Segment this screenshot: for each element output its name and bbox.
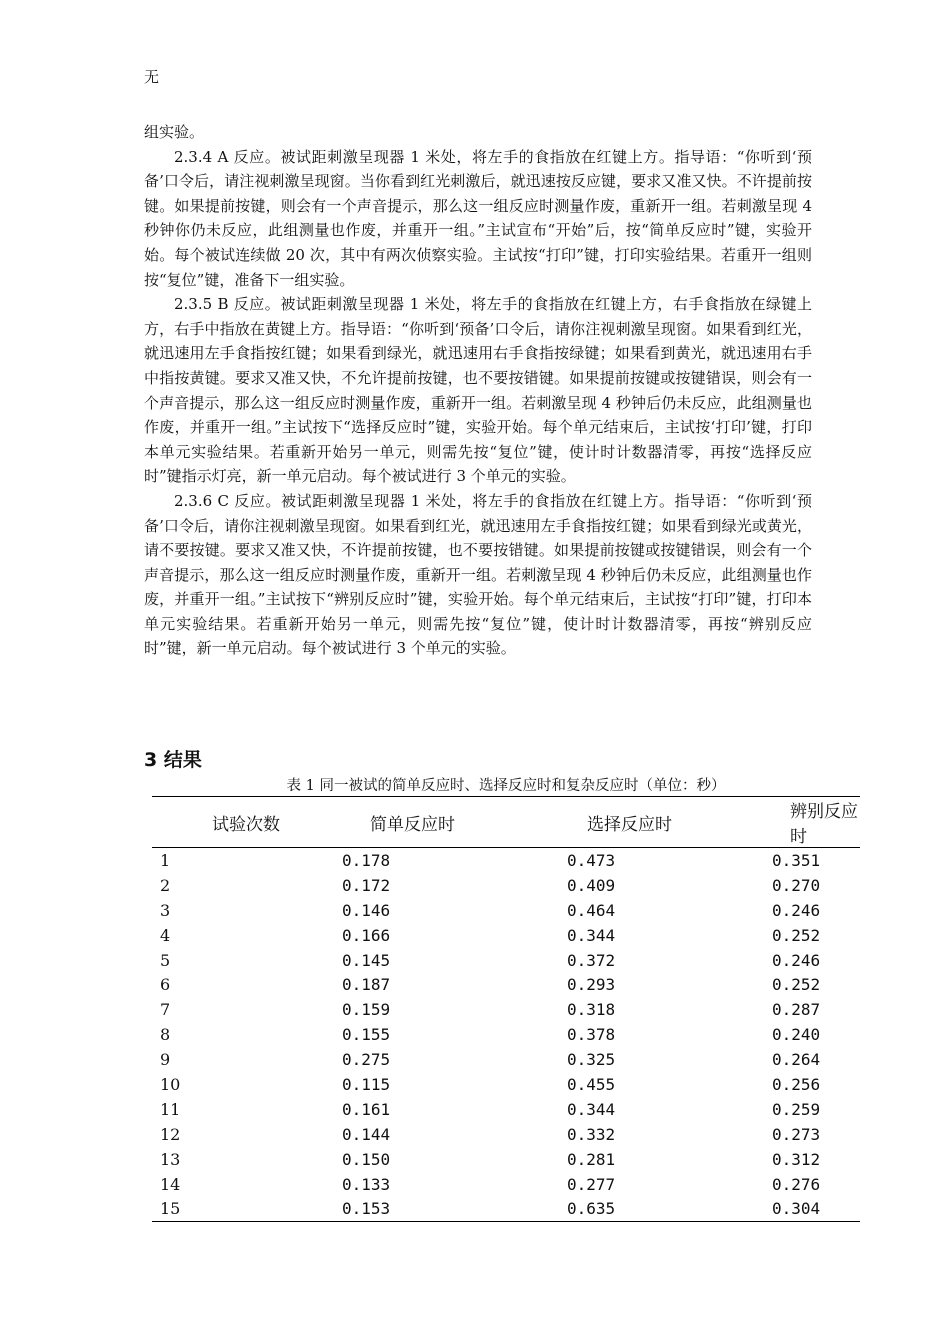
table-cell: 9 [160, 1050, 171, 1070]
paragraph-continuation: 组实验。 [144, 123, 205, 141]
table-row [152, 1196, 860, 1221]
table-cell: 0.276 [772, 1174, 821, 1194]
table-cell: 8 [160, 1025, 171, 1045]
table-cell: 6 [160, 975, 171, 995]
table-cell: 4 [160, 925, 171, 945]
table-cell: 1 [160, 850, 171, 870]
table-cell: 0.246 [772, 950, 821, 970]
table-cell: 0.153 [342, 1199, 391, 1219]
table-row [152, 948, 860, 973]
table-cell: 0.270 [772, 875, 821, 895]
table-cell: 0.115 [342, 1074, 391, 1094]
column-header: 辨别反应时 [790, 802, 858, 847]
table-body [152, 848, 860, 1222]
table-row [152, 972, 860, 997]
table-cell: 0.150 [342, 1149, 391, 1169]
table-cell: 11 [160, 1099, 181, 1119]
table-cell: 0.159 [342, 1000, 391, 1020]
table-cell: 2 [160, 875, 171, 895]
table-cell: 0.264 [772, 1050, 821, 1070]
table-cell: 0.325 [567, 1050, 616, 1070]
table-cell: 0.187 [342, 975, 391, 995]
table-cell: 0.635 [567, 1199, 616, 1219]
table-cell: 0.178 [342, 850, 391, 870]
column-header: 选择反应时 [587, 814, 672, 835]
table-cell: 0.318 [567, 1000, 616, 1020]
table-row [152, 1097, 860, 1122]
table-cell: 0.293 [567, 975, 616, 995]
table-cell: 0.246 [772, 900, 821, 920]
table-cell: 0.144 [342, 1124, 391, 1144]
table-cell: 0.146 [342, 900, 391, 920]
table-cell: 12 [160, 1124, 181, 1144]
table-cell: 13 [160, 1149, 181, 1169]
table-row [152, 1122, 860, 1147]
table-cell: 0.240 [772, 1025, 821, 1045]
table-cell: 3 [160, 900, 171, 920]
table-cell: 0.273 [772, 1124, 821, 1144]
table-cell: 0.312 [772, 1149, 821, 1169]
table-cell: 0.281 [567, 1149, 616, 1169]
paragraph-b-reaction: 2.3.5 B 反应。被试距刺激呈现器 1 米处，将左手的食指放在红键上方，右手食指放在绿键上方，右手中指放在黄键上方。指导语：“你听到‘预备’口令后，请你注视刺激呈现窗。如果看到红光，就迅速用左手食指按红键；如果看到绿光，就迅速用右手食指按绿键；如果看到黄光，就迅速用右手中指按黄键。要求又准又快，不允许提前按键，也不要按错键。如果提前按键或按键错误，则会有一个声音提示，那么这一组反应时测量作废，重新开一组。若刺激呈现 4 秒钟后仍未反应，此组测量也作废，并重开一组。”主试按下“选择反应时”键，实验开始。每个单元结束后，主试按‘打印’键，打印本单元实验结果。若重新开始另一单元，则需先按“复位”键，使计时计数器清零，再按“选择反应时”键指示灯亮，新一单元启动。每个被试进行 3 个单元的实验。 [144, 295, 812, 486]
paragraph-c-reaction: 2.3.6 C 反应。被试距刺激呈现器 1 米处，将左手的食指放在红键上方。指导语：“你听到‘预备’口令后，请你注视刺激呈现窗。如果看到红光，就迅速用左手食指按红键；如果看到绿光或黄光，请不要按键。要求又准又快，不许提前按键，也不要按错键。如果提前按键或按键错误，则会有一个声音提示，那么这一组反应时测量作废，重新开一组。若刺激呈现 4 秒钟后仍未反应，此组测量也作废，并重开一组。”主试按下“辨别反应时”键，实验开始。每个单元结束后，主试按“打印”键，打印本单元实验结果。若重新开始另一单元，则需先按“复位”键，使计时计数器清零，再按“辨别反应时”键，新一单元启动。每个被试进行 3 个单元的实验。 [144, 491, 812, 658]
table-cell: 0.455 [567, 1074, 616, 1094]
table-cell: 0.161 [342, 1099, 391, 1119]
table-row [152, 1147, 860, 1172]
table-row [152, 848, 860, 873]
table-cell: 0.166 [342, 925, 391, 945]
table-cell: 0.344 [567, 925, 616, 945]
table-cell: 0.409 [567, 875, 616, 895]
table-cell: 0.304 [772, 1199, 821, 1219]
table-row [152, 1072, 860, 1097]
table-cell: 0.332 [567, 1124, 616, 1144]
column-header: 简单反应时 [370, 814, 455, 835]
table-cell: 0.464 [567, 900, 616, 920]
body-text [144, 120, 812, 661]
table-row [152, 1022, 860, 1047]
table-cell: 0.256 [772, 1074, 821, 1094]
table-cell: 0.372 [567, 950, 616, 970]
table-caption: 表 1 同一被试的简单反应时、选择反应时和复杂反应时（单位：秒） [286, 778, 726, 794]
table-cell: 0.172 [342, 875, 391, 895]
table-header-row [152, 797, 860, 848]
table-cell: 0.344 [567, 1099, 616, 1119]
section-title: 3 结果 [144, 749, 202, 771]
table-cell: 0.259 [772, 1099, 821, 1119]
table-cell: 0.252 [772, 975, 821, 995]
table-cell: 15 [160, 1199, 181, 1219]
table-row [152, 1172, 860, 1197]
table-cell: 0.145 [342, 950, 391, 970]
column-header: 试验次数 [212, 814, 280, 835]
table-cell: 0.275 [342, 1050, 391, 1070]
table-row [152, 1047, 860, 1072]
table-cell: 0.252 [772, 925, 821, 945]
table-cell: 0.378 [567, 1025, 616, 1045]
table-cell: 0.133 [342, 1174, 391, 1194]
table-cell: 0.473 [567, 850, 616, 870]
table-row [152, 923, 860, 948]
table-row [152, 898, 860, 923]
table-cell: 5 [160, 950, 171, 970]
table-cell: 0.277 [567, 1174, 616, 1194]
results-table [152, 796, 860, 1222]
paragraph-a-reaction: 2.3.4 A 反应。被试距刺激呈现器 1 米处，将左手的食指放在红键上方。指导语：“你听到‘预备’口令后，请注视刺激呈现窗。当你看到红光刺激后，就迅速按反应键，要求又准又快。不许提前按键。如果提前按键，则会有一个声音提示，那么这一组反应时测量作废，重新开一组。若刺激呈现 4 秒钟你仍未反应，此组测量也作废，并重开一组。”主试宣布“开始”后，按“简单反应时”键，实验开始。每个被试连续做 20 次，其中有两次侦察实验。主试按“打印”键，打印实验结果。若重开一组则按“复位”键，准备下一组实验。 [144, 147, 812, 289]
table-row [152, 997, 860, 1022]
table-cell: 0.351 [772, 850, 821, 870]
table-cell: 14 [160, 1174, 181, 1194]
page-header: 无 [144, 68, 160, 86]
table-row [152, 873, 860, 898]
table-cell: 7 [160, 1000, 171, 1020]
table-cell: 0.155 [342, 1025, 391, 1045]
table-cell: 10 [160, 1074, 181, 1094]
table-cell: 0.287 [772, 1000, 821, 1020]
